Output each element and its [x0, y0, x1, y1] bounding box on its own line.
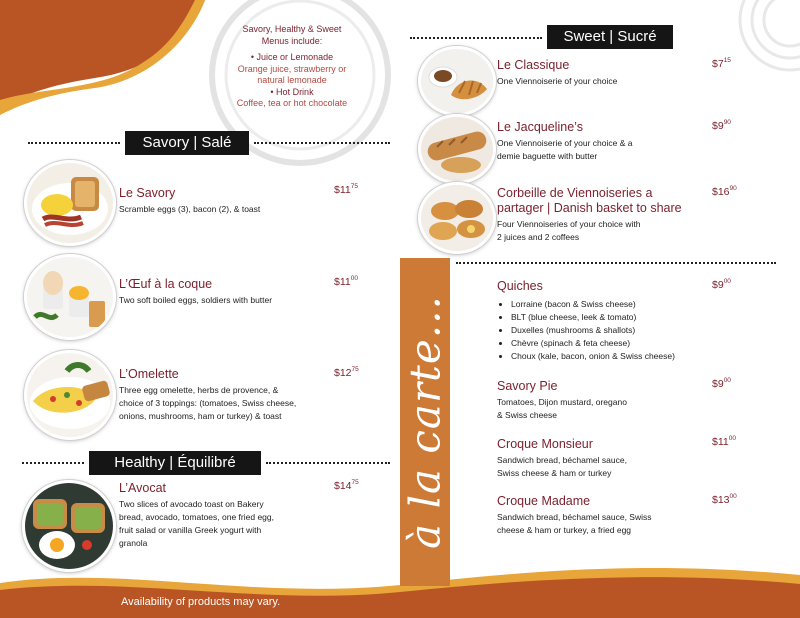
price-dollars: $11 — [334, 184, 351, 196]
list-item: • Lorraine (bacon & Swiss cheese) — [511, 298, 712, 311]
omelette-photo — [24, 350, 116, 440]
menu-item-le-savory — [119, 186, 329, 216]
intro-juice-title: • Juice or Lemonade — [250, 52, 334, 62]
price-dollars: $11 — [334, 276, 351, 288]
item-desc-line: Three egg omelette, herbs de provence, & — [119, 385, 279, 395]
item-name: L’Omelette — [119, 367, 179, 381]
item-desc-line: Tomatoes, Dijon mustard, oregano — [497, 397, 627, 407]
item-name: Croque Monsieur — [497, 437, 593, 451]
availability-note: Availability of products may vary. — [121, 596, 281, 608]
item-name: L’Œuf à la coque — [119, 277, 213, 291]
menu-intro — [222, 24, 362, 110]
price-croque-madame — [712, 494, 737, 506]
item-desc-line: 2 juices and 2 coffees — [497, 232, 580, 242]
price-croque-monsieur — [712, 436, 736, 448]
item-desc: Two soft boiled eggs, soldiers with butter — [119, 295, 273, 305]
price-avocat — [334, 480, 359, 492]
price-dollars: $7 — [712, 58, 724, 70]
item-desc — [497, 511, 712, 537]
price-cents: 15 — [723, 57, 731, 64]
price-le-classique — [712, 58, 731, 70]
healthy-divider-right — [266, 462, 390, 464]
baguette-photo — [418, 114, 496, 184]
price-cents: 00 — [729, 493, 737, 500]
savory-section-title: Savory | Salé — [125, 131, 249, 155]
item-name: Savory Pie — [497, 379, 558, 393]
price-corbeille — [712, 186, 737, 198]
price-dollars: $12 — [334, 367, 352, 379]
intro-drink-title: • Hot Drink — [270, 86, 314, 97]
item-desc — [497, 454, 707, 480]
list-item: • BLT (blue cheese, leek & tomato) — [511, 311, 712, 324]
item-desc — [497, 396, 707, 422]
list-item: • Duxelles (mushrooms & shallots) — [511, 324, 712, 337]
item-desc-line: Sandwich bread, béchamel sauce, Swiss — [497, 512, 652, 522]
intro-heading-2: Menus include: — [261, 35, 323, 46]
menu-item-savory-pie — [497, 379, 707, 422]
item-desc-line: bread, avocado, tomatoes, one fried egg, — [119, 512, 274, 522]
price-dollars: $16 — [712, 186, 730, 198]
price-cents: 90 — [729, 185, 737, 192]
item-desc-line: granola — [119, 538, 148, 548]
price-cents: 00 — [728, 435, 736, 442]
item-desc-line: choice of 3 toppings: (tomatoes, Swiss cheese, — [119, 398, 297, 408]
item-name: Quiches — [497, 279, 543, 293]
price-cents: 90 — [723, 119, 731, 126]
menu-item-le-classique — [497, 58, 707, 88]
menu-item-corbeille — [497, 186, 712, 244]
price-cents: 75 — [350, 183, 358, 190]
price-dollars: $9 — [712, 120, 724, 132]
savory-divider-left — [28, 142, 120, 144]
price-le-jacquelines — [712, 120, 731, 132]
item-desc — [119, 384, 334, 423]
avocado-toast-photo — [22, 480, 116, 572]
croissant-coffee-photo — [418, 46, 496, 116]
price-cents: 75 — [351, 479, 359, 486]
price-quiches — [712, 279, 731, 291]
item-desc-line: fruit salad or vanilla Greek yogurt with — [119, 525, 262, 535]
price-dollars: $13 — [712, 494, 730, 506]
price-cents: 75 — [351, 366, 359, 373]
menu-item-avocat — [119, 481, 329, 550]
item-name: L’Avocat — [119, 481, 167, 495]
sweet-divider-left — [410, 37, 542, 39]
price-cents: 00 — [723, 377, 731, 384]
item-desc: One Viennoiserie of your choice — [497, 76, 618, 86]
price-cents: 00 — [723, 278, 731, 285]
item-desc: Scramble eggs (3), bacon (2), & toast — [119, 204, 261, 214]
a-la-carte-title: à la carte... — [400, 295, 450, 549]
savory-divider-right — [254, 142, 390, 144]
item-desc-line: & Swiss cheese — [497, 410, 557, 420]
menu-item-quiches — [497, 279, 712, 363]
item-desc — [119, 498, 329, 550]
price-omelette — [334, 367, 359, 379]
intro-drink-desc: Coffee, tea or hot chocolate — [236, 98, 348, 108]
price-cents: 00 — [350, 275, 358, 282]
intro-juice-desc-1: Orange juice, strawberry or — [237, 63, 347, 74]
eggs-bacon-toast-photo — [24, 160, 116, 246]
healthy-section-title: Healthy | Équilibré — [89, 451, 261, 475]
intro-heading-1: Savory, Healthy & Sweet — [242, 24, 342, 34]
item-name: Le Jacqueline’s — [497, 120, 583, 134]
boiled-eggs-photo — [24, 254, 116, 340]
healthy-divider-left — [22, 462, 84, 464]
intro-juice-desc-2: natural lemonade — [257, 75, 327, 85]
item-desc-line: Swiss cheese & ham or turkey — [497, 468, 612, 478]
menu-item-oeuf-a-la-coque — [119, 277, 329, 307]
carte-divider — [456, 262, 776, 264]
item-name-line-1: Corbeille de Viennoiseries a — [497, 186, 653, 200]
pastry-basket-photo — [418, 182, 496, 254]
item-desc — [497, 218, 712, 244]
price-savory-pie — [712, 378, 731, 390]
menu-item-le-jacquelines — [497, 120, 707, 163]
item-desc-line: onions, mushrooms, ham or turkey) & toast — [119, 411, 282, 421]
price-oeuf-a-la-coque — [334, 276, 358, 288]
item-desc-line: Two slices of avocado toast on Bakery — [119, 499, 264, 509]
a-la-carte-band — [400, 258, 450, 586]
item-desc-line: Sandwich bread, béchamel sauce, — [497, 455, 627, 465]
item-name: Croque Madame — [497, 494, 591, 508]
item-desc-line: demie baguette with butter — [497, 151, 598, 161]
item-desc-line: One Viennoiserie of your choice & a — [497, 138, 633, 148]
price-dollars: $11 — [712, 436, 729, 448]
price-dollars: $9 — [712, 378, 724, 390]
price-le-savory — [334, 184, 358, 196]
list-item: • Choux (kale, bacon, onion & Swiss cheese) — [511, 350, 712, 363]
menu-item-croque-madame — [497, 494, 712, 537]
item-name: Le Classique — [497, 58, 570, 72]
menu-item-omelette — [119, 367, 334, 423]
item-desc-line: Four Viennoiseries of your choice with — [497, 219, 641, 229]
item-name: Le Savory — [119, 186, 176, 200]
item-name-line-2: partager | Danish basket to share — [497, 201, 682, 215]
sweet-section-title: Sweet | Sucré — [547, 25, 673, 49]
item-desc — [497, 137, 707, 163]
price-dollars: $9 — [712, 279, 724, 291]
quiche-options-list — [497, 298, 712, 363]
price-dollars: $14 — [334, 480, 352, 492]
menu-item-croque-monsieur — [497, 437, 707, 480]
item-desc-line: cheese & ham or turkey, a fried egg — [497, 525, 632, 535]
list-item: • Chèvre (spinach & feta cheese) — [511, 337, 712, 350]
